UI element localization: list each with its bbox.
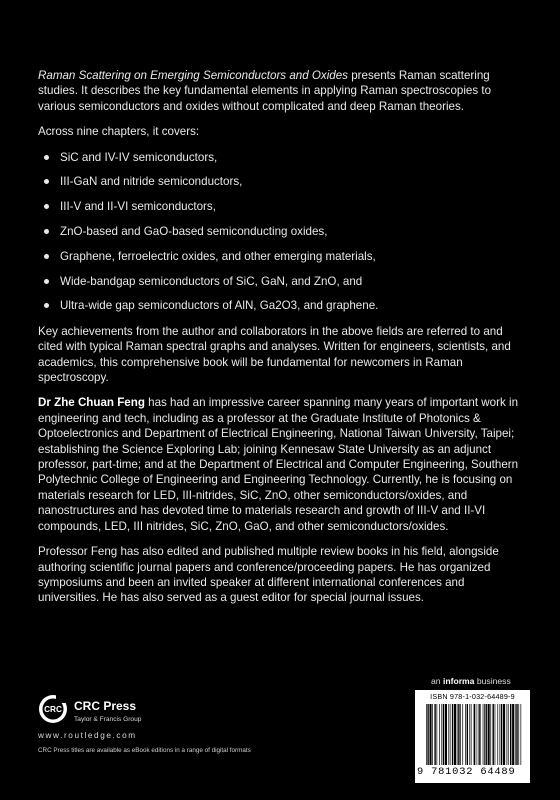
list-item: ZnO-based and GaO-based semiconducting oxides, <box>38 224 526 239</box>
barcode-bar <box>521 704 522 765</box>
barcode-bar <box>465 704 466 765</box>
bullet-icon <box>44 204 49 209</box>
barcode-bar <box>486 704 487 765</box>
isbn-barcode-box <box>415 690 530 783</box>
barcode-bar <box>430 704 432 765</box>
ebook-note: CRC Press titles are available as eBook editions in a range of digital formats <box>38 747 251 754</box>
barcode-bar <box>452 704 453 765</box>
informa-business-tag: an informa business <box>431 676 511 686</box>
coverage-lead: Across nine chapters, it covers: <box>38 125 200 139</box>
barcode-bar <box>478 704 479 765</box>
barcode-bar <box>507 704 508 765</box>
barcode-bar <box>479 704 480 765</box>
achievements-paragraph: Key achievements from the author and collaborators in the above fields are referred to and cited with typical Raman spectral graphs and analyses. Written for engineers, scientists, and academics, this comprehensive book will be fundamental for newcomers in Raman spectroscopy. <box>38 324 511 385</box>
barcode-bar <box>448 704 449 765</box>
publisher-group: Taylor & Francis Group <box>74 716 142 723</box>
author-bio-text: has had an impressive career spanning many years of important work in engineering and tech, including as a professor at the Graduate Institute of Photonics & Optoelectronics and Department of Electrical Engineering, National Taiwan University, Taipei; establishing the Science Exploring Lab; joining Kennesaw State University as an adjunct professor, part-time; and at the Department of Electrical and Computer Engineering, Southern Polytechnic College of Engineering and Engineering Technology. Currently, he is focusing on materials research for LED, III-nitrides, SiC, ZnO, other semiconductors/oxides, and nanostructures and has devoted time to materials research and growth of III-V and II-VI compounds, LED, III nitrides, SiC, ZnO, GaO, and other semiconductors/oxides. <box>38 396 519 533</box>
barcode-bar <box>454 704 456 765</box>
intro-text: presents Raman scattering studies. It describes the key fundamental elements in applying Raman spectroscopies to various semiconductors and oxides without complicated and deep Raman theories. <box>38 69 492 113</box>
barcode-bar <box>500 704 501 765</box>
barcode-bar <box>508 704 509 765</box>
isbn-digits: 9 781032 64489 <box>417 766 516 778</box>
crc-logo-text: CRC <box>44 705 62 714</box>
barcode-bar <box>503 704 505 765</box>
barcode-bar <box>462 704 463 765</box>
barcode-bar <box>460 704 461 765</box>
barcode-bar <box>434 704 435 765</box>
barcode-bar <box>471 704 472 765</box>
barcode-bar <box>512 704 514 765</box>
barcode-icon <box>424 704 524 765</box>
publisher-website[interactable]: www.routledge.com <box>38 731 137 740</box>
barcode-bar <box>445 704 447 765</box>
barcode-bar <box>510 704 511 765</box>
barcode-bar <box>427 704 428 765</box>
barcode-bar <box>426 704 427 765</box>
list-item: SiC and IV-IV semiconductors, <box>38 150 526 165</box>
author-bio-paragraph <box>38 395 526 534</box>
list-item: Wide-bandgap semiconductors of SiC, GaN, and ZnO, and <box>38 274 526 289</box>
barcode-bar <box>515 704 516 765</box>
barcode-bar <box>476 704 477 765</box>
bullet-icon <box>44 279 49 284</box>
barcode-bar <box>483 704 484 765</box>
editor-paragraph: Professor Feng has also edited and published multiple review books in his field, alongside authoring scientific journal papers and conference/proceeding papers. He has organized symposiums and been an invited speaker at different international conferences and universities. He has also served as a guest editor for special journal issues. <box>38 545 499 605</box>
barcode-bar <box>474 704 475 765</box>
barcode-bar <box>450 704 451 765</box>
barcode-bar <box>488 704 490 765</box>
barcode-bar <box>497 704 498 765</box>
barcode-bar <box>443 704 444 765</box>
bullet-icon <box>44 254 49 259</box>
back-cover-text <box>38 68 526 616</box>
list-item: Graphene, ferroelectric oxides, and other emerging materials, <box>38 249 526 264</box>
bullet-icon <box>44 303 49 308</box>
barcode-bar <box>439 704 440 765</box>
barcode-bar <box>516 704 517 765</box>
barcode-bar <box>467 704 468 765</box>
bullet-icon <box>44 179 49 184</box>
list-item: Ultra-wide gap semiconductors of AlN, Ga2O3, and graphene. <box>38 298 526 313</box>
list-item: III-V and II-VI semiconductors, <box>38 199 526 214</box>
barcode-bar <box>518 704 519 765</box>
barcode-bar <box>437 704 438 765</box>
barcode-bar <box>495 704 496 765</box>
barcode-bar <box>432 704 433 765</box>
barcode-bar <box>501 704 502 765</box>
intro-paragraph <box>38 68 526 114</box>
barcode-bar <box>493 704 494 765</box>
barcode-bar <box>469 704 470 765</box>
barcode-bar <box>484 704 485 765</box>
barcode-bar <box>457 704 458 765</box>
barcode-bar <box>441 704 442 765</box>
author-name: Dr Zhe Chuan Feng <box>38 396 145 410</box>
bullet-icon <box>44 155 49 160</box>
book-title: Raman Scattering on Emerging Semiconductors and Oxides <box>38 69 348 82</box>
list-item: III-GaN and nitride semiconductors, <box>38 174 526 189</box>
bullet-icon <box>44 229 49 234</box>
barcode-bar <box>458 704 459 765</box>
informa-brand: informa <box>442 676 475 686</box>
crc-logo-icon <box>38 694 68 724</box>
topic-list <box>38 150 526 314</box>
barcode-bar <box>490 704 491 765</box>
isbn-label: ISBN 978-1-032-64489-9 <box>430 692 515 701</box>
publisher-name: CRC Press <box>74 699 137 713</box>
